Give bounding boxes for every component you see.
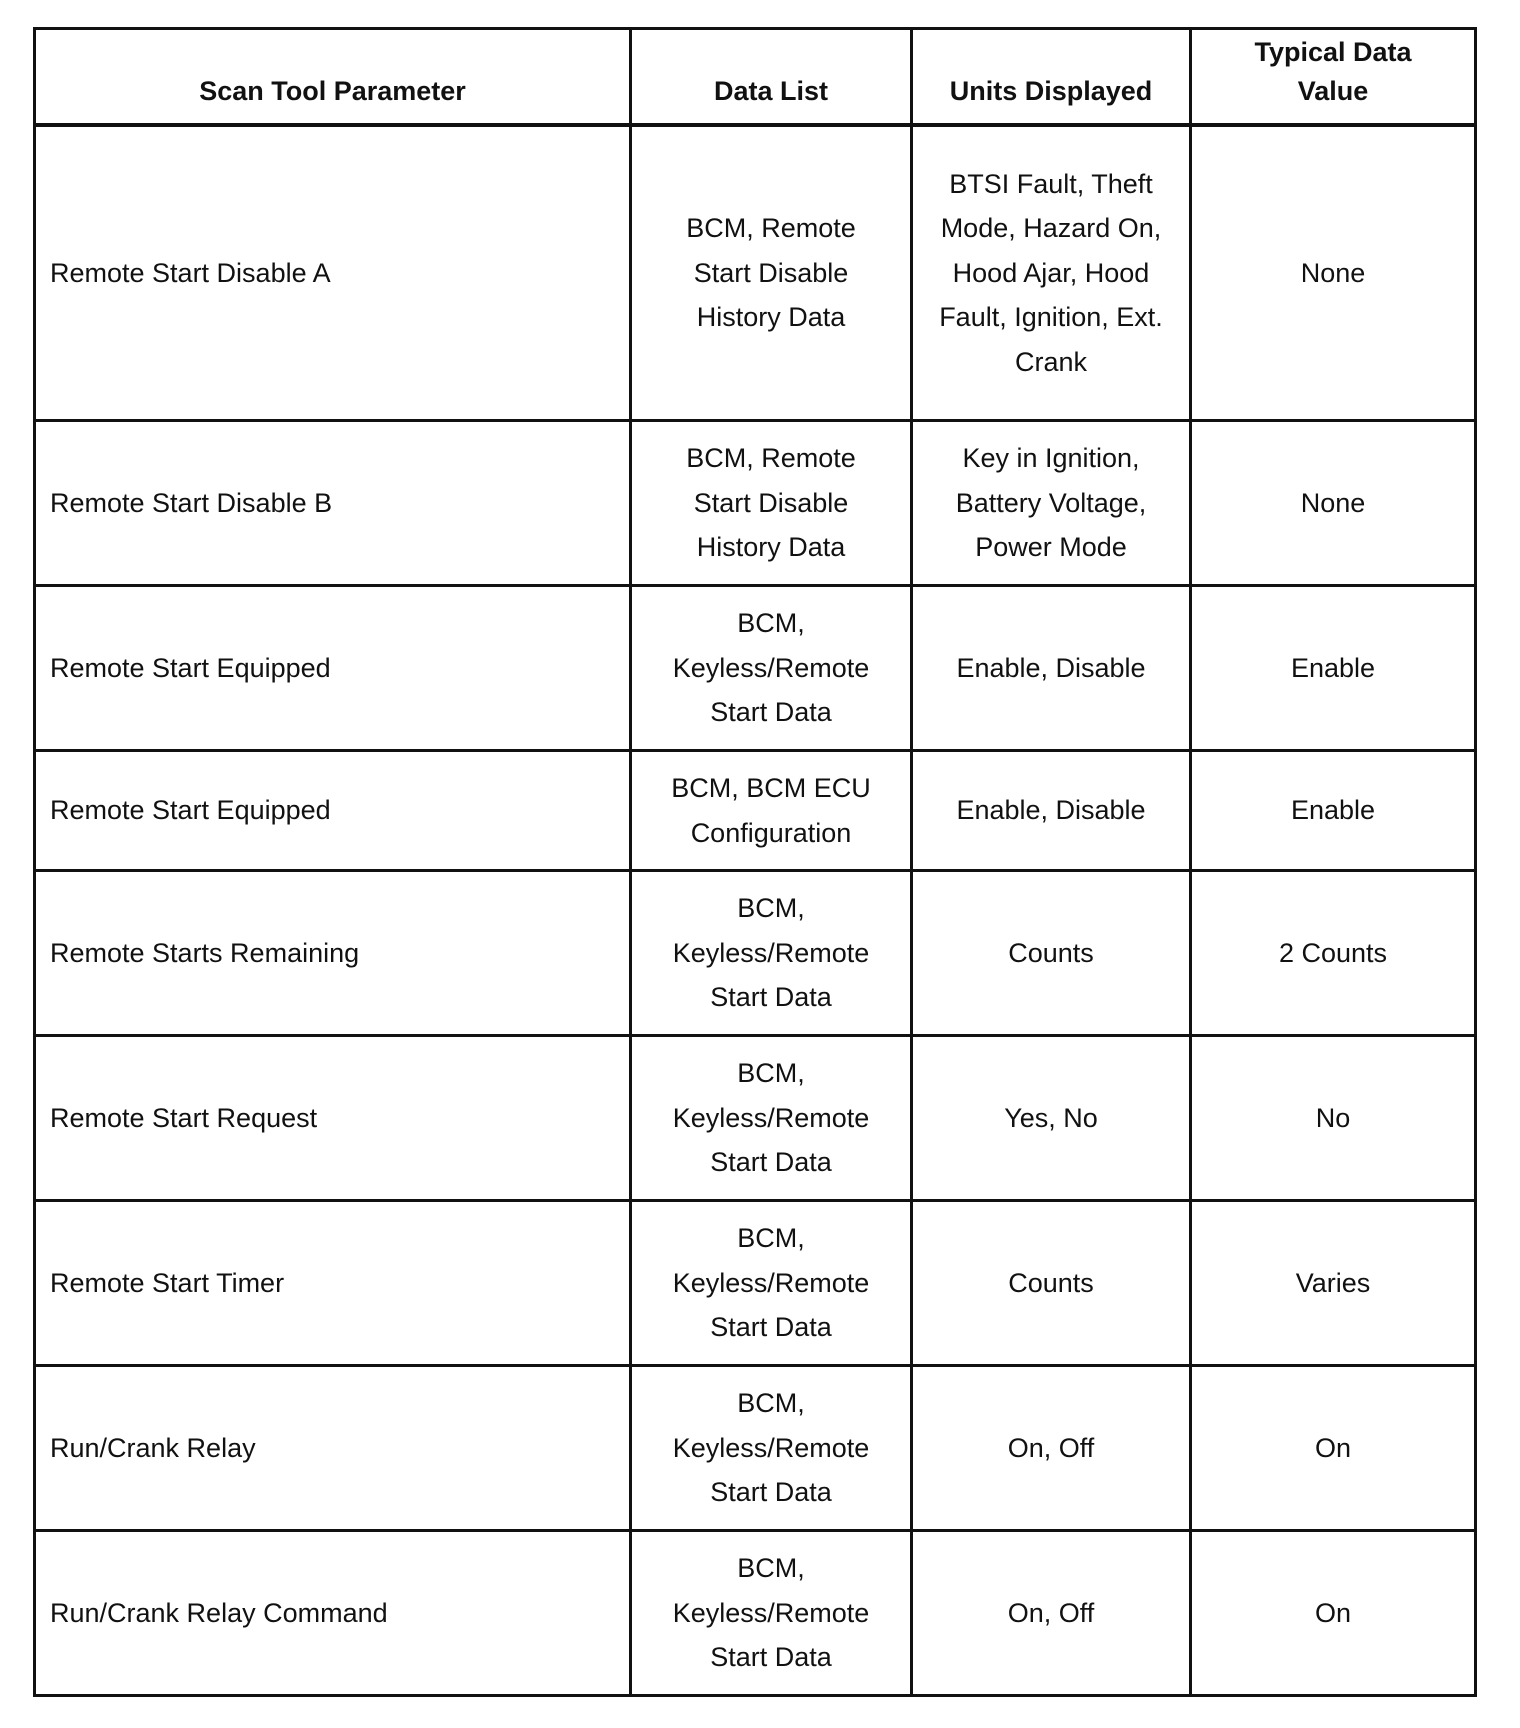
cell-units: BTSI Fault, Theft Mode, Hazard On, Hood Ajar, Hood Fault, Ignition, Ext. Crank	[912, 125, 1191, 421]
header-units-displayed: Units Displayed	[912, 29, 1191, 125]
table-row	[35, 421, 1476, 586]
cell-typical-value: On	[1191, 1366, 1476, 1531]
cell-data-list: BCM, BCM ECU Configuration	[631, 751, 912, 871]
cell-typical-value: Varies	[1191, 1201, 1476, 1366]
header-data-list: Data List	[631, 29, 912, 125]
scan-tool-data-table-container	[33, 27, 1477, 1697]
cell-parameter: Remote Start Request	[35, 1036, 631, 1201]
cell-parameter: Remote Starts Remaining	[35, 871, 631, 1036]
header-scan-tool-parameter: Scan Tool Parameter	[35, 29, 631, 125]
table-row	[35, 1531, 1476, 1696]
cell-typical-value: None	[1191, 125, 1476, 421]
cell-typical-value: 2 Counts	[1191, 871, 1476, 1036]
cell-parameter: Remote Start Disable B	[35, 421, 631, 586]
cell-parameter: Run/Crank Relay	[35, 1366, 631, 1531]
cell-units: On, Off	[912, 1366, 1191, 1531]
cell-parameter: Run/Crank Relay Command	[35, 1531, 631, 1696]
cell-data-list: BCM, Keyless/Remote Start Data	[631, 586, 912, 751]
table-row	[35, 751, 1476, 871]
cell-data-list: BCM, Remote Start Disable History Data	[631, 125, 912, 421]
cell-typical-value: Enable	[1191, 751, 1476, 871]
cell-data-list: BCM, Keyless/Remote Start Data	[631, 1036, 912, 1201]
cell-typical-value: Enable	[1191, 586, 1476, 751]
cell-typical-value: On	[1191, 1531, 1476, 1696]
cell-data-list: BCM, Keyless/Remote Start Data	[631, 1201, 912, 1366]
cell-units: Yes, No	[912, 1036, 1191, 1201]
table-header-row	[35, 29, 1476, 125]
cell-parameter: Remote Start Equipped	[35, 586, 631, 751]
cell-units: Enable, Disable	[912, 586, 1191, 751]
header-typical-data-value: Typical Data Value	[1191, 29, 1476, 125]
table-row	[35, 871, 1476, 1036]
cell-units: Counts	[912, 871, 1191, 1036]
scan-tool-data-table	[33, 27, 1477, 1697]
cell-typical-value: No	[1191, 1036, 1476, 1201]
table-row	[35, 586, 1476, 751]
cell-data-list: BCM, Keyless/Remote Start Data	[631, 871, 912, 1036]
table-row	[35, 125, 1476, 421]
cell-parameter: Remote Start Disable A	[35, 125, 631, 421]
cell-data-list: BCM, Keyless/Remote Start Data	[631, 1531, 912, 1696]
cell-units: On, Off	[912, 1531, 1191, 1696]
cell-units: Key in Ignition, Battery Voltage, Power Mode	[912, 421, 1191, 586]
cell-typical-value: None	[1191, 421, 1476, 586]
cell-data-list: BCM, Remote Start Disable History Data	[631, 421, 912, 586]
cell-units: Counts	[912, 1201, 1191, 1366]
cell-parameter: Remote Start Timer	[35, 1201, 631, 1366]
table-row	[35, 1036, 1476, 1201]
table-row	[35, 1201, 1476, 1366]
cell-data-list: BCM, Keyless/Remote Start Data	[631, 1366, 912, 1531]
table-row	[35, 1366, 1476, 1531]
cell-parameter: Remote Start Equipped	[35, 751, 631, 871]
cell-units: Enable, Disable	[912, 751, 1191, 871]
